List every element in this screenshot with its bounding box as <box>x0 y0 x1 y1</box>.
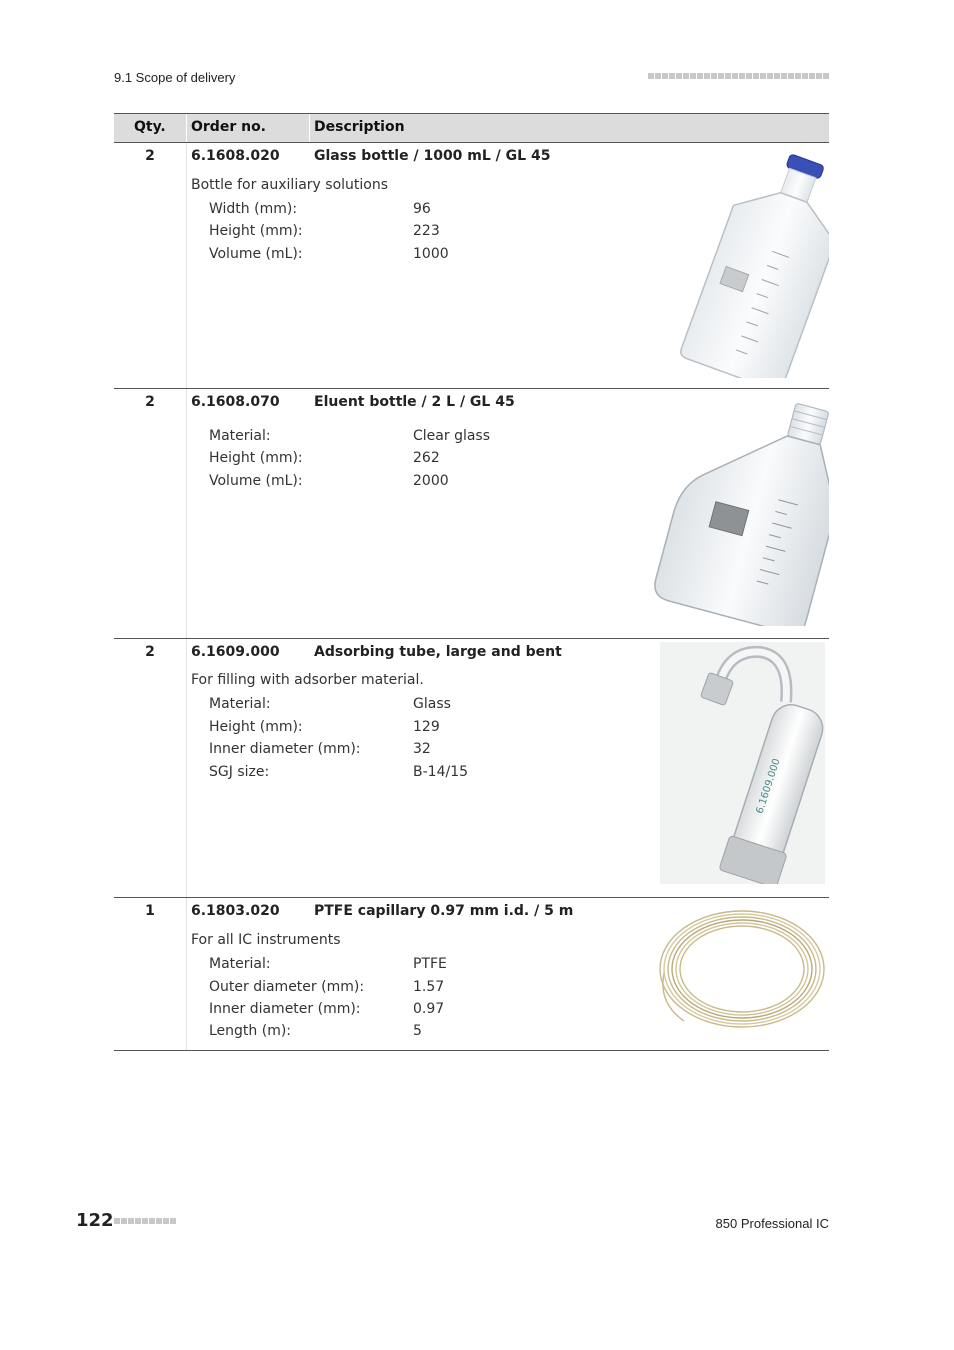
adsorbing-tube-image <box>660 642 825 884</box>
spec-label: Material: <box>209 956 271 972</box>
spec-value: 96 <box>413 201 431 217</box>
footer-decoration <box>114 1218 176 1224</box>
item-order-no: 6.1609.000 <box>191 644 280 660</box>
item-order-no: 6.1803.020 <box>191 903 280 919</box>
spec-label: Height (mm): <box>209 450 303 466</box>
item-qty: 2 <box>145 644 155 660</box>
spec-label: Width (mm): <box>209 201 298 217</box>
spec-value: Clear glass <box>413 428 491 444</box>
item-title: Glass bottle / 1000 mL / GL 45 <box>314 148 551 164</box>
spec-value: PTFE <box>413 956 447 972</box>
item-intro: For all IC instruments <box>191 932 341 948</box>
spec-value: 129 <box>413 719 440 735</box>
spec-value: 1.57 <box>413 979 445 995</box>
spec-label: Material: <box>209 428 271 444</box>
column-header-qty: Qty. <box>134 119 166 135</box>
table-row <box>114 143 829 389</box>
spec-value: 262 <box>413 450 440 466</box>
spec-label: SGJ size: <box>209 764 270 780</box>
column-header-order-no: Order no. <box>191 119 267 135</box>
item-order-no: 6.1608.020 <box>191 148 280 164</box>
item-intro: For filling with adsorber material. <box>191 672 424 688</box>
item-order-no: 6.1608.070 <box>191 394 280 410</box>
table-row <box>114 389 829 639</box>
ptfe-capillary-image <box>654 903 829 1035</box>
item-intro: Bottle for auxiliary solutions <box>191 177 389 193</box>
item-qty: 2 <box>145 148 155 164</box>
header-decoration <box>648 73 829 79</box>
spec-value: 2000 <box>413 473 449 489</box>
item-qty: 1 <box>145 903 155 919</box>
page-number: 122 <box>76 1210 114 1231</box>
spec-label: Inner diameter (mm): <box>209 741 361 757</box>
product-name: 850 Professional IC <box>715 1216 829 1231</box>
spec-label: Length (m): <box>209 1023 292 1039</box>
spec-label: Height (mm): <box>209 719 303 735</box>
item-qty: 2 <box>145 394 155 410</box>
spec-value: 32 <box>413 741 431 757</box>
spec-label: Inner diameter (mm): <box>209 1001 361 1017</box>
table-row <box>114 639 829 898</box>
glass-bottle-image <box>654 146 829 378</box>
spec-label: Volume (mL): <box>209 473 303 489</box>
item-title: Adsorbing tube, large and bent <box>314 644 562 660</box>
spec-label: Outer diameter (mm): <box>209 979 365 995</box>
spec-value: 1000 <box>413 246 449 262</box>
item-title: PTFE capillary 0.97 mm i.d. / 5 m <box>314 903 574 919</box>
table-header <box>114 113 829 143</box>
spec-value: 223 <box>413 223 440 239</box>
spec-value: B-14/15 <box>413 764 469 780</box>
spec-value: 0.97 <box>413 1001 445 1017</box>
spec-label: Height (mm): <box>209 223 303 239</box>
eluent-bottle-image <box>654 394 829 626</box>
spec-label: Material: <box>209 696 271 712</box>
table-row <box>114 898 829 1051</box>
spec-label: Volume (mL): <box>209 246 303 262</box>
column-header-description: Description <box>314 119 405 135</box>
tube-marking-text: 6.1609.000 <box>754 757 783 816</box>
item-title: Eluent bottle / 2 L / GL 45 <box>314 394 515 410</box>
spec-value: Glass <box>413 696 451 712</box>
header-section-title: 9.1 Scope of delivery <box>114 70 236 85</box>
spec-value: 5 <box>413 1023 422 1039</box>
